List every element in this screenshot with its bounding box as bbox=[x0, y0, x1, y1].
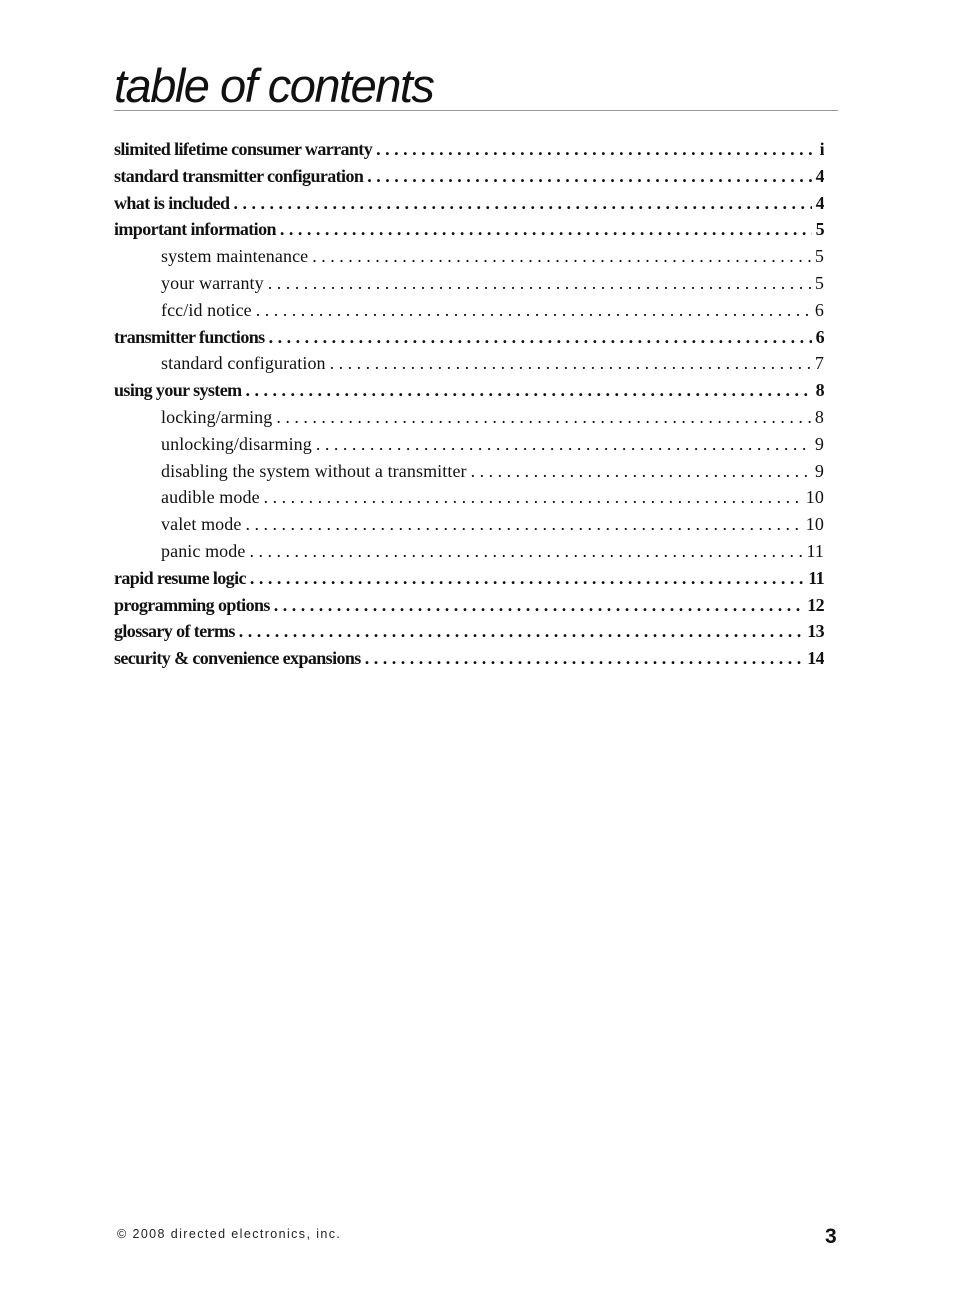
toc-entry-page: 4 bbox=[815, 192, 824, 213]
toc-entry-label: locking/arming bbox=[161, 406, 273, 427]
toc-entry-label: transmitter functions bbox=[114, 326, 265, 347]
toc-entry-page: 7 bbox=[814, 353, 824, 374]
toc-entry[interactable] bbox=[114, 327, 824, 354]
toc-entry-page: 11 bbox=[806, 540, 824, 561]
dot-leader bbox=[256, 300, 811, 321]
toc-entry-label: rapid resume logic bbox=[114, 567, 246, 588]
dot-leader bbox=[367, 166, 811, 187]
toc-entry-label: standard transmitter configuration bbox=[114, 165, 364, 186]
toc-entry-label: using your system bbox=[114, 380, 242, 401]
toc-entry[interactable] bbox=[114, 621, 824, 648]
toc-entry[interactable] bbox=[114, 648, 824, 675]
toc-subentry[interactable] bbox=[114, 300, 824, 327]
toc-entry-page: 5 bbox=[814, 272, 824, 293]
toc-entry-page: 4 bbox=[815, 165, 824, 186]
dot-leader bbox=[274, 595, 803, 616]
dot-leader bbox=[250, 568, 804, 589]
dot-leader bbox=[330, 353, 811, 374]
toc-subentry[interactable] bbox=[114, 353, 824, 380]
toc-entry-page: 9 bbox=[814, 460, 824, 481]
toc-entry-page: 14 bbox=[807, 648, 824, 669]
dot-leader bbox=[233, 193, 811, 214]
page-number: 3 bbox=[825, 1225, 837, 1248]
dot-leader bbox=[245, 514, 801, 535]
toc-entry-label: audible mode bbox=[161, 487, 260, 508]
toc-entry[interactable] bbox=[114, 380, 824, 407]
toc-entry[interactable] bbox=[114, 568, 824, 595]
toc-entry[interactable] bbox=[114, 219, 824, 246]
toc-subentry[interactable] bbox=[114, 407, 824, 434]
toc-entry-page: 10 bbox=[805, 487, 824, 508]
toc-subentry[interactable] bbox=[114, 487, 824, 514]
dot-leader bbox=[269, 327, 812, 348]
dot-leader bbox=[376, 139, 815, 160]
toc-subentry[interactable] bbox=[114, 434, 824, 461]
dot-leader bbox=[280, 219, 812, 240]
toc-subentry[interactable] bbox=[114, 273, 824, 300]
toc-entry-label: system maintenance bbox=[161, 246, 309, 267]
dot-leader bbox=[471, 461, 811, 482]
toc-entry-label: valet mode bbox=[161, 514, 242, 535]
toc-entry-label: disabling the system without a transmitter bbox=[161, 460, 467, 481]
toc-entry[interactable] bbox=[114, 193, 824, 220]
dot-leader bbox=[268, 273, 811, 294]
dot-leader bbox=[239, 621, 803, 642]
toc-entry-page: 5 bbox=[815, 219, 824, 240]
toc-entry-page: 6 bbox=[814, 299, 824, 320]
dot-leader bbox=[365, 648, 804, 669]
toc-entry-label: what is included bbox=[114, 192, 230, 213]
toc-entry-label: unlocking/disarming bbox=[161, 433, 312, 454]
toc-entry-label: fcc/id notice bbox=[161, 299, 252, 320]
toc-entry-page: 8 bbox=[814, 406, 824, 427]
page-title: table of contents bbox=[114, 59, 434, 112]
toc-entry-page: 11 bbox=[808, 567, 824, 588]
toc-entry-label: security & convenience expansions bbox=[114, 648, 361, 669]
toc-entry[interactable] bbox=[114, 595, 824, 622]
dot-leader bbox=[246, 380, 812, 401]
toc-subentry[interactable] bbox=[114, 541, 824, 568]
toc-entry-page: 10 bbox=[805, 514, 824, 535]
toc-entry-label: slimited lifetime consumer warranty bbox=[114, 139, 373, 159]
toc-entry-page: i bbox=[819, 139, 824, 159]
dot-leader bbox=[249, 541, 802, 562]
toc-subentry[interactable] bbox=[114, 514, 824, 541]
toc-entry-label: important information bbox=[114, 219, 276, 240]
toc-entry-label: standard configuration bbox=[161, 353, 326, 374]
copyright-notice: © 2008 directed electronics, inc. bbox=[117, 1227, 342, 1241]
toc-entry-page: 13 bbox=[807, 621, 824, 642]
dot-leader bbox=[316, 434, 811, 455]
toc-entry-label: your warranty bbox=[161, 272, 264, 293]
toc-entry-label: panic mode bbox=[161, 540, 246, 561]
toc-entry-page: 12 bbox=[807, 594, 824, 615]
toc-entry-label: programming options bbox=[114, 594, 270, 615]
dot-leader bbox=[276, 407, 811, 428]
dot-leader bbox=[264, 487, 802, 508]
toc-entry-label: glossary of terms bbox=[114, 621, 235, 642]
toc-entry-page: 5 bbox=[814, 246, 824, 267]
dot-leader bbox=[312, 246, 811, 267]
toc-entry-page: 9 bbox=[814, 433, 824, 454]
table-of-contents-list bbox=[114, 139, 824, 675]
toc-subentry[interactable] bbox=[114, 246, 824, 273]
toc-entry-page: 6 bbox=[815, 326, 824, 347]
toc-entry-page: 8 bbox=[815, 380, 824, 401]
toc-entry[interactable] bbox=[114, 166, 824, 193]
toc-subentry[interactable] bbox=[114, 461, 824, 488]
title-underline-divider bbox=[114, 110, 838, 111]
toc-entry[interactable] bbox=[114, 139, 824, 166]
